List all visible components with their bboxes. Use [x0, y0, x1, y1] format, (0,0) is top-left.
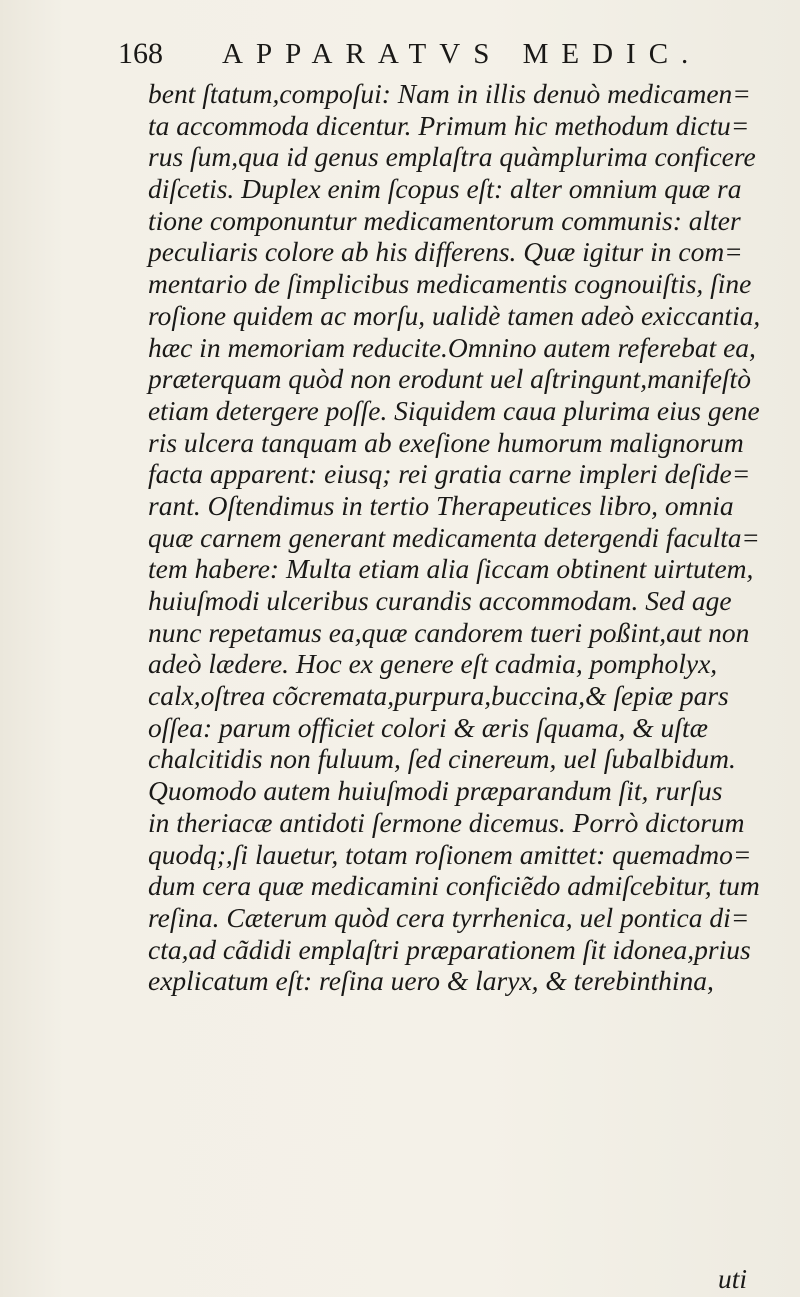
text-line: hæc in memoriam reducite.Omnino autem referebat ea,: [148, 331, 756, 363]
text-line: rant. Oſtendimus in tertio Therapeutices libro, omnia: [148, 489, 734, 521]
text-line: in theriacæ antidoti ſermone dicemus. Porrò dictorum: [148, 806, 745, 838]
text-line: ta accommoda dicentur. Primum hic methodum dictu=: [148, 109, 750, 141]
text-line: explicatum eſt: reſina uero & laryx, & terebinthina,: [148, 965, 714, 997]
page-header: [118, 34, 702, 74]
running-title: APPARATVS MEDIC.: [222, 38, 702, 70]
body-text: [148, 78, 768, 997]
text-line: calx,oſtrea cõcremata,purpura,buccina,& ſepiæ pars: [148, 680, 729, 712]
catchword: uti: [718, 1263, 748, 1294]
text-line: etiam detergere poſſe. Siquidem caua plurima eius gene: [148, 394, 760, 426]
text-line: tione componuntur medicamentorum communis: alter: [148, 204, 741, 236]
text-line: ris ulcera tanquam ab exeſione humorum malignorum: [148, 426, 744, 458]
text-line: tem habere: Multa etiam alia ſiccam obtinent uirtutem,: [148, 553, 754, 585]
text-line: quodq;,ſi lauetur, totam roſionem amittet: quemadmo=: [148, 838, 752, 870]
text-line: quæ carnem generant medicamenta detergendi faculta=: [148, 521, 760, 553]
text-line: facta apparent: eiusq; rei gratia carne impleri deſide=: [148, 458, 751, 490]
text-line: dum cera quæ medicamini conficiẽdo admiſcebitur, tum: [148, 870, 760, 902]
text-line: præterquam quòd non erodunt uel aſtringunt,manifeſtò: [148, 363, 751, 395]
text-line: chalcitidis non fuluum, ſed cinereum, uel ſubalbidum.: [148, 743, 736, 775]
text-line: nunc repetamus ea,quæ candorem tueri poßint,aut non: [148, 616, 750, 648]
page-number: 168: [118, 37, 163, 70]
text-line: rus ſum,qua id genus emplaſtra quàmplurima conficere: [148, 141, 756, 173]
text-line: bent ſtatum,compoſui: Nam in illis denuò medicamen=: [148, 78, 751, 109]
text-line: cta,ad cãdidi emplaſtri præparationem ſit idonea,prius: [148, 933, 751, 965]
text-line: peculiaris colore ab his differens. Quæ igitur in com=: [148, 236, 743, 268]
text-line: reſina. Cæterum quòd cera tyrrhenica, uel pontica di=: [148, 901, 750, 933]
text-line: huiuſmodi ulceribus curandis accommodam. Sed age: [148, 585, 732, 616]
text-line: Quomodo autem huiuſmodi præparandum ſit, rurſus: [148, 775, 723, 807]
text-line: oſſea: parum officiet colori & æris ſquama, & uſtæ: [148, 711, 708, 743]
text-line: roſione quidem ac morſu, ualidè tamen adeò exiccantia,: [148, 299, 761, 331]
text-line: mentario de ſimplicibus medicamentis cognouiſtis, ſine: [148, 268, 752, 300]
text-line: adeò lædere. Hoc ex genere eſt cadmia, pompholyx,: [148, 648, 718, 680]
text-line: diſcetis. Duplex enim ſcopus eſt: alter omnium quæ ra: [148, 173, 742, 205]
